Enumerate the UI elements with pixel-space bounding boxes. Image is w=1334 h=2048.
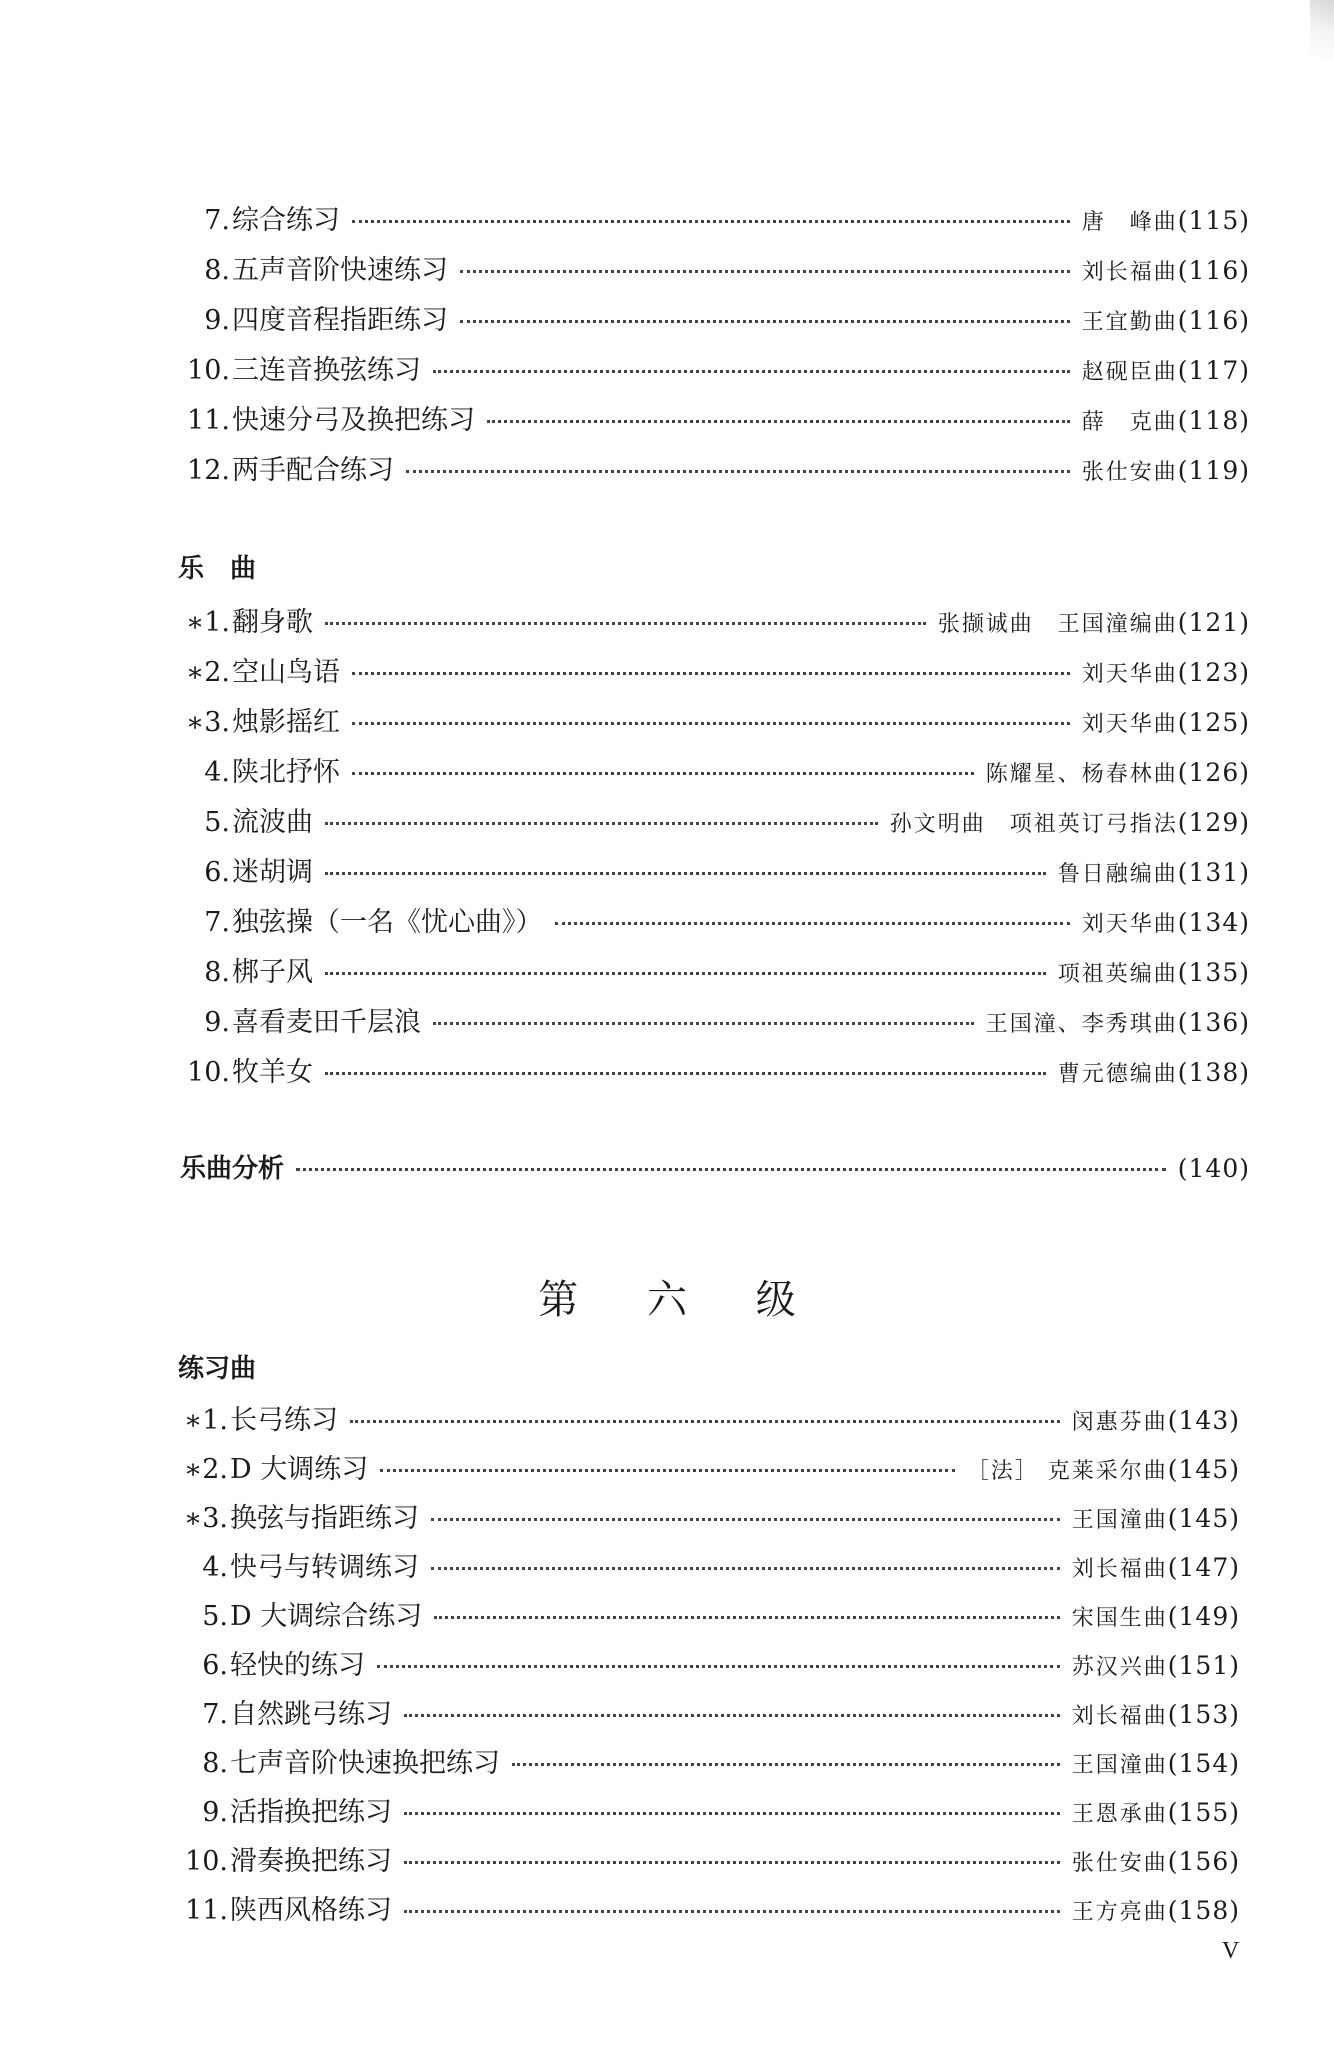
entry-page: (145) — [1167, 1455, 1240, 1484]
entry-author: 王国潼曲 — [1071, 1753, 1168, 1778]
entry-page: (117) — [1177, 356, 1250, 385]
toc-entry[interactable] — [150, 800, 1250, 839]
dot-leader — [555, 922, 1070, 925]
entry-number: 11. — [187, 405, 230, 436]
entry-page: (136) — [1177, 1008, 1250, 1037]
toc-entry[interactable] — [150, 600, 1250, 639]
toc-entry[interactable] — [150, 700, 1250, 739]
entry-title: 牧羊女 — [232, 1057, 313, 1088]
entry-page: (129) — [1177, 808, 1250, 837]
entry-title: 活指换把练习 — [230, 1797, 392, 1828]
level-heading — [0, 1268, 1334, 1325]
entry-page: (155) — [1167, 1798, 1240, 1827]
entry-author: 刘天华曲 — [1081, 912, 1178, 937]
toc-entry[interactable] — [150, 348, 1250, 387]
entry-author: 王宜勤曲 — [1081, 310, 1178, 335]
entry-page: (158) — [1167, 1896, 1240, 1925]
dot-leader — [352, 672, 1070, 675]
entry-title: 独弦操（一名《忧心曲》） — [232, 907, 543, 938]
toc-entry[interactable] — [150, 1050, 1250, 1089]
entry-page: (118) — [1177, 406, 1250, 435]
toc-entry[interactable] — [150, 398, 1250, 437]
toc-entry[interactable] — [150, 1888, 1240, 1927]
entry-number: 12. — [187, 455, 230, 486]
entry-page: (116) — [1177, 256, 1250, 285]
dot-leader — [377, 1665, 1060, 1668]
entry-number: 9. — [204, 305, 230, 336]
entry-page: (145) — [1167, 1504, 1240, 1533]
toc-entry[interactable] — [150, 900, 1250, 939]
entry-number: 5. — [204, 807, 230, 838]
entry-title: 综合练习 — [232, 205, 340, 236]
toc-entry[interactable] — [150, 1398, 1240, 1437]
entry-author: 王方亮曲 — [1071, 1900, 1168, 1925]
entry-title: 长弓练习 — [230, 1405, 338, 1436]
toc-entry[interactable] — [150, 1000, 1250, 1039]
entry-author: 刘长福曲 — [1071, 1557, 1168, 1582]
toc-entry[interactable] — [150, 198, 1250, 237]
dot-leader — [325, 972, 1046, 975]
toc-entry[interactable] — [150, 1692, 1240, 1731]
entry-page: (153) — [1167, 1700, 1240, 1729]
entry-number: ∗2. — [185, 657, 230, 688]
entry-page: (116) — [1177, 306, 1250, 335]
entry-page: (134) — [1177, 908, 1250, 937]
entry-number: 6. — [204, 857, 230, 888]
dot-leader — [325, 822, 878, 825]
entry-title: 两手配合练习 — [232, 455, 394, 486]
entry-author: 曹元德编曲 — [1057, 1062, 1178, 1087]
section-heading-lianxiqu: 练习曲 — [178, 1354, 257, 1384]
entry-title: 梆子风 — [232, 957, 313, 988]
entry-title: 空山鸟语 — [232, 657, 340, 688]
dot-leader — [460, 270, 1070, 273]
entry-number: 6. — [202, 1650, 228, 1681]
entry-page: (149) — [1167, 1602, 1240, 1631]
dot-leader — [433, 370, 1070, 373]
dot-leader — [404, 1861, 1060, 1864]
entry-number: 9. — [202, 1797, 228, 1828]
dot-leader — [406, 470, 1070, 473]
toc-entry[interactable] — [150, 1594, 1240, 1633]
toc-entry[interactable] — [150, 448, 1250, 487]
entry-title: 自然跳弓练习 — [230, 1699, 392, 1730]
entry-author: ［法］ 克莱采尔曲 — [966, 1459, 1168, 1484]
entry-title: 四度音程指距练习 — [232, 305, 448, 336]
entry-page: (135) — [1177, 958, 1250, 987]
entry-author: 苏汉兴曲 — [1071, 1655, 1168, 1680]
entry-title: D 大调综合练习 — [230, 1601, 423, 1632]
entry-title: 陕西风格练习 — [230, 1895, 392, 1926]
entry-number: 7. — [204, 205, 230, 236]
entry-number: ∗2. — [183, 1454, 228, 1485]
entry-number: 4. — [202, 1552, 228, 1583]
toc-entry[interactable] — [150, 1496, 1240, 1535]
entry-author: 张撷诚曲 王国潼编曲 — [937, 612, 1178, 637]
entry-author: 鲁日融编曲 — [1057, 862, 1178, 887]
entry-page: (154) — [1167, 1749, 1240, 1778]
entry-number: 10. — [187, 1057, 230, 1088]
toc-entry[interactable] — [150, 950, 1250, 989]
dot-leader — [352, 772, 974, 775]
toc-entry[interactable] — [150, 1643, 1240, 1682]
entry-number: 7. — [202, 1699, 228, 1730]
entry-title: 五声音阶快速练习 — [232, 255, 448, 286]
entry-title: 烛影摇红 — [232, 707, 340, 738]
dot-leader — [352, 722, 1070, 725]
entry-page: (115) — [1177, 206, 1250, 235]
entry-author: 刘天华曲 — [1081, 712, 1178, 737]
entry-title: 七声音阶快速换把练习 — [230, 1748, 500, 1779]
entry-number: 10. — [187, 355, 230, 386]
dot-leader — [404, 1714, 1060, 1717]
dot-leader — [404, 1910, 1060, 1913]
level-heading-char: 六 — [647, 1277, 687, 1323]
dot-leader — [352, 220, 1070, 223]
dot-leader — [512, 1763, 1060, 1766]
entry-number: 10. — [185, 1846, 228, 1877]
entry-number: 8. — [204, 957, 230, 988]
entry-title: 滑奏换把练习 — [230, 1846, 392, 1877]
toc-entry-analysis[interactable] — [178, 1148, 1250, 1185]
dot-leader — [431, 1567, 1060, 1570]
entry-page: (125) — [1177, 708, 1250, 737]
entry-author: 王恩承曲 — [1071, 1802, 1168, 1827]
toc-entry[interactable] — [150, 850, 1250, 889]
dot-leader — [350, 1420, 1060, 1423]
toc-entry[interactable] — [150, 248, 1250, 287]
entry-page: (126) — [1177, 758, 1250, 787]
page-number: V — [1222, 1938, 1240, 1964]
entry-number: 4. — [204, 757, 230, 788]
entry-title: 翻身歌 — [232, 607, 313, 638]
entry-author: 唐 峰曲 — [1081, 210, 1178, 235]
entry-page: (131) — [1177, 858, 1250, 887]
entry-number: 8. — [204, 255, 230, 286]
dot-leader — [296, 1168, 1166, 1171]
dot-leader — [325, 1072, 1046, 1075]
entry-author: 宋国生曲 — [1071, 1606, 1168, 1631]
dot-leader — [487, 420, 1070, 423]
entry-title: D 大调练习 — [230, 1454, 369, 1485]
entry-author: 项祖英编曲 — [1057, 962, 1178, 987]
entry-author: 张仕安曲 — [1071, 1851, 1168, 1876]
entry-page: (140) — [1177, 1154, 1250, 1183]
toc-entry[interactable] — [150, 1790, 1240, 1829]
entry-number: 5. — [202, 1601, 228, 1632]
entry-page: (156) — [1167, 1847, 1240, 1876]
toc-entry[interactable] — [150, 1741, 1240, 1780]
toc-entry[interactable] — [150, 1839, 1240, 1878]
entry-number: ∗3. — [185, 707, 230, 738]
entry-author: 刘长福曲 — [1081, 260, 1178, 285]
dot-leader — [460, 320, 1070, 323]
dot-leader — [325, 622, 926, 625]
entry-page: (121) — [1177, 608, 1250, 637]
toc-entry[interactable] — [150, 1447, 1240, 1486]
dot-leader — [434, 1616, 1060, 1619]
dot-leader — [433, 1022, 974, 1025]
entry-number: 11. — [185, 1895, 228, 1926]
entry-number: 9. — [204, 1007, 230, 1038]
entry-author: 王国潼曲 — [1071, 1508, 1168, 1533]
entry-title: 轻快的练习 — [230, 1650, 365, 1681]
toc-entry[interactable] — [150, 750, 1250, 789]
entry-page: (123) — [1177, 658, 1250, 687]
entry-number: ∗1. — [183, 1405, 228, 1436]
toc-entry[interactable] — [150, 298, 1250, 337]
entry-page: (151) — [1167, 1651, 1240, 1680]
toc-entry[interactable] — [150, 1545, 1240, 1584]
entry-author: 赵砚臣曲 — [1081, 360, 1178, 385]
entry-author: 薛 克曲 — [1081, 410, 1178, 435]
entry-number: ∗1. — [185, 607, 230, 638]
section-heading-yuequ: 乐 曲 — [178, 554, 257, 584]
dot-leader — [404, 1812, 1060, 1815]
entry-page: (119) — [1177, 456, 1250, 485]
entry-page: (147) — [1167, 1553, 1240, 1582]
level-heading-char: 第 — [538, 1277, 579, 1323]
entry-title: 乐曲分析 — [180, 1154, 285, 1184]
entry-author: 张仕安曲 — [1081, 460, 1178, 485]
entry-author: 刘长福曲 — [1071, 1704, 1168, 1729]
entry-author: 王国潼、李秀琪曲 — [985, 1012, 1178, 1037]
entry-number: ∗3. — [183, 1503, 228, 1534]
entry-author: 孙文明曲 项祖英订弓指法 — [889, 812, 1178, 837]
dot-leader — [325, 872, 1046, 875]
level-heading-char: 级 — [755, 1277, 796, 1323]
entry-page: (138) — [1177, 1058, 1250, 1087]
entry-title: 快速分弓及换把练习 — [232, 405, 475, 436]
entry-title: 喜看麦田千层浪 — [232, 1007, 421, 1038]
entry-author: 陈耀星、杨春林曲 — [985, 762, 1178, 787]
dot-leader — [380, 1469, 955, 1472]
entry-number: 7. — [204, 907, 230, 938]
entry-author: 闵惠芬曲 — [1071, 1410, 1168, 1435]
entry-author: 刘天华曲 — [1081, 662, 1178, 687]
entry-number: 8. — [202, 1748, 228, 1779]
dot-leader — [431, 1518, 1060, 1521]
entry-title: 换弦与指距练习 — [230, 1503, 419, 1534]
entry-title: 快弓与转调练习 — [230, 1552, 419, 1583]
entry-title: 流波曲 — [232, 807, 313, 838]
entry-title: 迷胡调 — [232, 857, 313, 888]
page-curl-shadow — [1310, 0, 1334, 60]
entry-page: (143) — [1167, 1406, 1240, 1435]
entry-title: 三连音换弦练习 — [232, 355, 421, 386]
toc-entry[interactable] — [150, 650, 1250, 689]
entry-title: 陕北抒怀 — [232, 757, 340, 788]
